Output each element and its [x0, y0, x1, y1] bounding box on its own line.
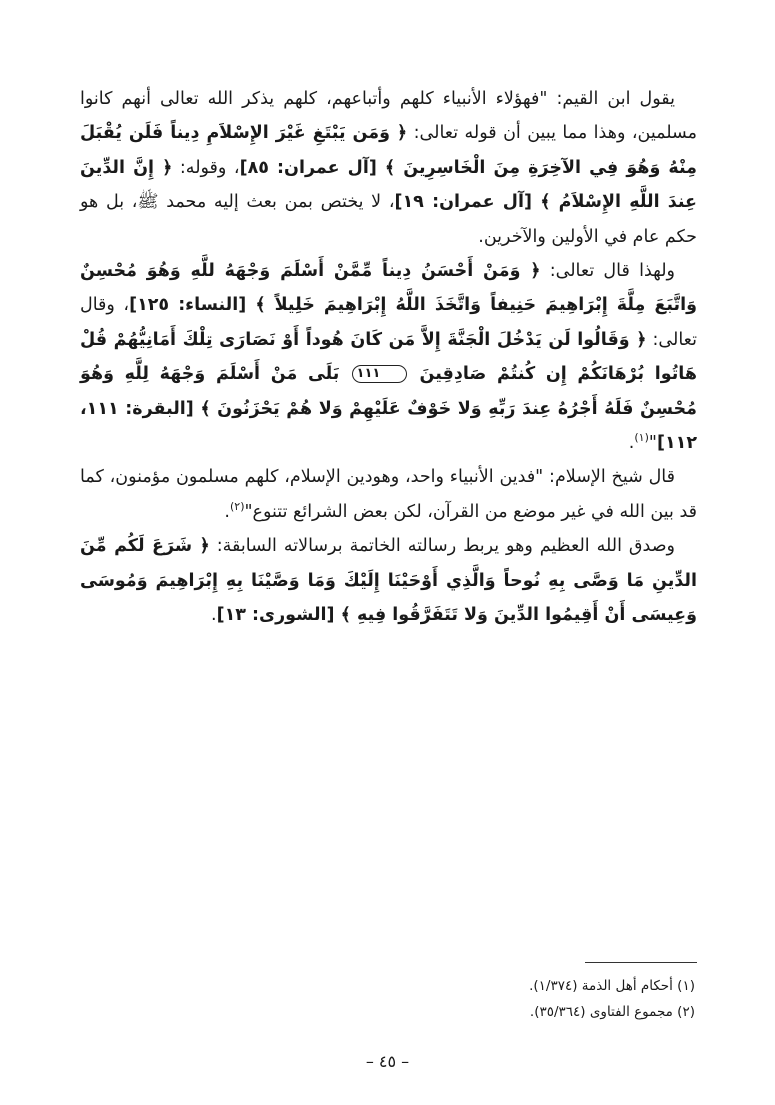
- verse-reference: [الشورى: ١٣]: [216, 605, 341, 626]
- verse-reference: [البقرة: ١١١، ١١٢]: [80, 398, 697, 454]
- footnote-separator: [585, 962, 697, 963]
- quran-verse: بَلَى مَنْ أَسْلَمَ وَجْهَهُ لِلَّهِ وَهُوَ مُحْسِنٌ فَلَهُ أَجْرُهُ عِندَ رَبِّهِ وَلا خَوْفٌ عَلَيْهِمْ وَلا هُمْ يَحْزَنُونَ ﴾: [80, 364, 697, 419]
- quran-verse: ﴿ إِنَّ الدِّينَ عِندَ اللَّهِ الإِسْلاَمُ ﴾: [80, 157, 698, 213]
- body-text: ": [648, 433, 657, 454]
- paragraph-4: [80, 529, 697, 632]
- verse-reference: [آل عمران: ٨٥]: [239, 157, 385, 178]
- body-text: ، لا يختص بمن بعث إليه محمد ﷺ، بل هو حكم عام في الأولين والآخرين.: [80, 192, 697, 247]
- quran-verse: ﴿ وَقَالُوا لَن يَدْخُلَ الْجَنَّةَ إِلاَّ مَن كَانَ هُوداً أَوْ نَصَارَى تِلْكَ أَمَانِيُّهُمْ قُلْ هَاتُوا بُرْهَانَكُمْ إِن كُنتُمْ صَادِقِينَ: [80, 329, 697, 385]
- ayah-number-marker: ١١١: [352, 365, 408, 383]
- paragraph-1: [80, 82, 697, 254]
- footnotes: [80, 973, 695, 1025]
- footnote-1: (١) أحكام أهل الذمة (١/٣٧٤).: [529, 978, 695, 994]
- body-text: قال شيخ الإسلام: "فدين الأنبياء واحد، وهودين الإسلام، كلهم مسلمون مؤمنون، كما قد بين الله في غير موضع من القرآن، لكن بعض الشرائع تتنوع": [80, 467, 697, 522]
- footnote-marker[interactable]: (١): [634, 431, 649, 445]
- body-text: ، وقال تعالى:: [80, 295, 697, 350]
- body-text: ، وقوله:: [172, 157, 240, 178]
- verse-reference: [النساء: ١٢٥]: [129, 295, 256, 316]
- footnote-marker[interactable]: (٢): [229, 500, 245, 514]
- page-number: – ٤٥ –: [365, 1052, 410, 1071]
- verse-reference: [آل عمران: ١٩]: [394, 192, 541, 213]
- paragraph-2: [80, 254, 697, 460]
- body-text: يقول ابن القيم: "فهؤلاء الأنبياء كلهم وأتباعهم، كلهم يذكر الله تعالى أنهم كانوا مسلمين، وهذا مما يبين أن قوله تعالى:: [80, 89, 697, 144]
- paragraph-3: [80, 460, 697, 529]
- body-text: وصدق الله العظيم وهو يربط رسالته الخاتمة برسالاته السابقة:: [209, 536, 676, 557]
- quran-verse: ﴿ شَرَعَ لَكُم مِّنَ الدِّينِ مَا وَصَّى بِهِ نُوحاً وَالَّذِي أَوْحَيْنَا إِلَيْكَ وَمَا وَصَّيْنَا بِهِ إِبْرَاهِيمَ وَمُوسَى وَعِيسَى أَنْ أَقِيمُوا الدِّينَ وَلا تَتَفَرَّقُوا فِيهِ ﴾: [80, 536, 697, 626]
- quran-verse: ﴿ وَمَن يَبْتَغِ غَيْرَ الإِسْلاَمِ دِيناً فَلَن يُقْبَلَ مِنْهُ وَهُوَ فِي الآخِرَةِ مِنَ الْخَاسِرِينَ ﴾: [80, 123, 697, 178]
- body-text: .: [224, 501, 230, 522]
- body-text: .: [628, 433, 635, 454]
- footnote-2: (٢) مجموع الفتاوى (٣٥/٣٦٤).: [529, 1004, 695, 1020]
- quran-verse: ﴿ وَمَنْ أَحْسَنُ دِيناً مِّمَّنْ أَسْلَمَ وَجْهَهُ للَّهِ وَهُوَ مُحْسِنٌ وَاتَّبَعَ مِلَّةَ إِبْرَاهِيمَ حَنِيفاً وَاتَّخَذَ اللَّهُ إِبْرَاهِيمَ خَلِيلاً ﴾: [80, 261, 697, 316]
- main-text: [80, 82, 697, 633]
- body-text: ولهذا قال تعالى:: [540, 261, 675, 282]
- body-text: .: [211, 605, 217, 626]
